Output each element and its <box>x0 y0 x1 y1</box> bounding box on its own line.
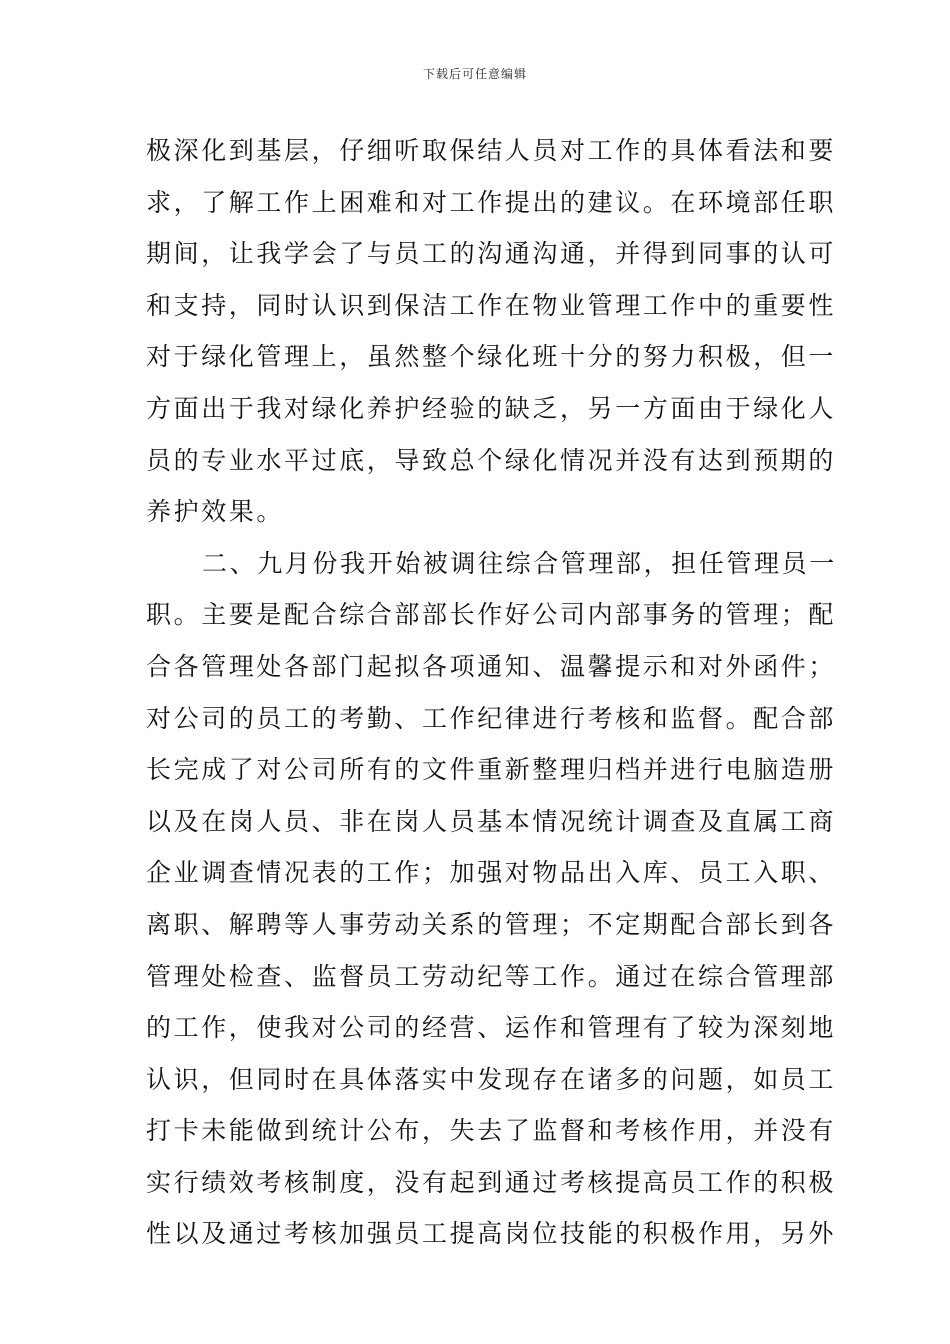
text-line: 和支持，同时认识到保洁工作在物业管理工作中的重要性 <box>146 290 837 320</box>
text-line: 期间，让我学会了与员工的沟通沟通，并得到同事的认可 <box>146 239 837 269</box>
text-line: 以及在岗人员、非在岗人员基本情况统计调查及直属工商 <box>146 806 837 836</box>
text-line: 认识，但同时在具体落实中发现存在诸多的问题，如员工 <box>146 1064 837 1094</box>
text-line: 对公司的员工的考勤、工作纪律进行考核和监督。配合部 <box>146 703 837 733</box>
text-line: 的工作，使我对公司的经营、运作和管理有了较为深刻地 <box>146 1013 837 1043</box>
page-header: 下载后可任意编辑 <box>422 67 527 81</box>
text-line: 离职、解聘等人事劳动关系的管理；不定期配合部长到各 <box>146 909 837 939</box>
text-line: 打卡未能做到统计公布，失去了监督和考核作用，并没有 <box>146 1116 837 1146</box>
text-line: 养护效果。 <box>146 497 285 527</box>
text-line: 员的专业水平过底，导致总个绿化情况并没有达到预期的 <box>146 445 837 475</box>
text-line: 管理处检查、监督员工劳动纪等工作。通过在综合管理部 <box>146 961 837 991</box>
text-line: 职。主要是配合综合部部长作好公司内部事务的管理；配 <box>146 600 837 630</box>
text-line: 方面出于我对绿化养护经验的缺乏，另一方面由于绿化人 <box>146 393 837 423</box>
text-line: 企业调查情况表的工作；加强对物品出入库、员工入职、 <box>146 858 837 888</box>
text-line: 性以及通过考核加强员工提高岗位技能的积极作用，另外 <box>146 1219 837 1249</box>
document-body <box>146 130 837 1265</box>
text-line: 实行绩效考核制度，没有起到通过考核提高员工作的积极 <box>146 1167 837 1197</box>
text-line: 长完成了对公司所有的文件重新整理归档并进行电脑造册 <box>146 755 837 785</box>
paragraph-first-line: 二、九月份我开始被调往综合管理部，担任管理员一 <box>202 548 837 578</box>
text-line: 极深化到基层，仔细听取保结人员对工作的具体看法和要 <box>146 136 837 165</box>
text-line: 合各管理处各部门起拟各项通知、温馨提示和对外函件； <box>146 651 837 681</box>
text-line: 求，了解工作上困难和对工作提出的建议。在环境部任职 <box>146 187 837 217</box>
text-line: 对于绿化管理上，虽然整个绿化班十分的努力积极，但一 <box>146 342 837 372</box>
